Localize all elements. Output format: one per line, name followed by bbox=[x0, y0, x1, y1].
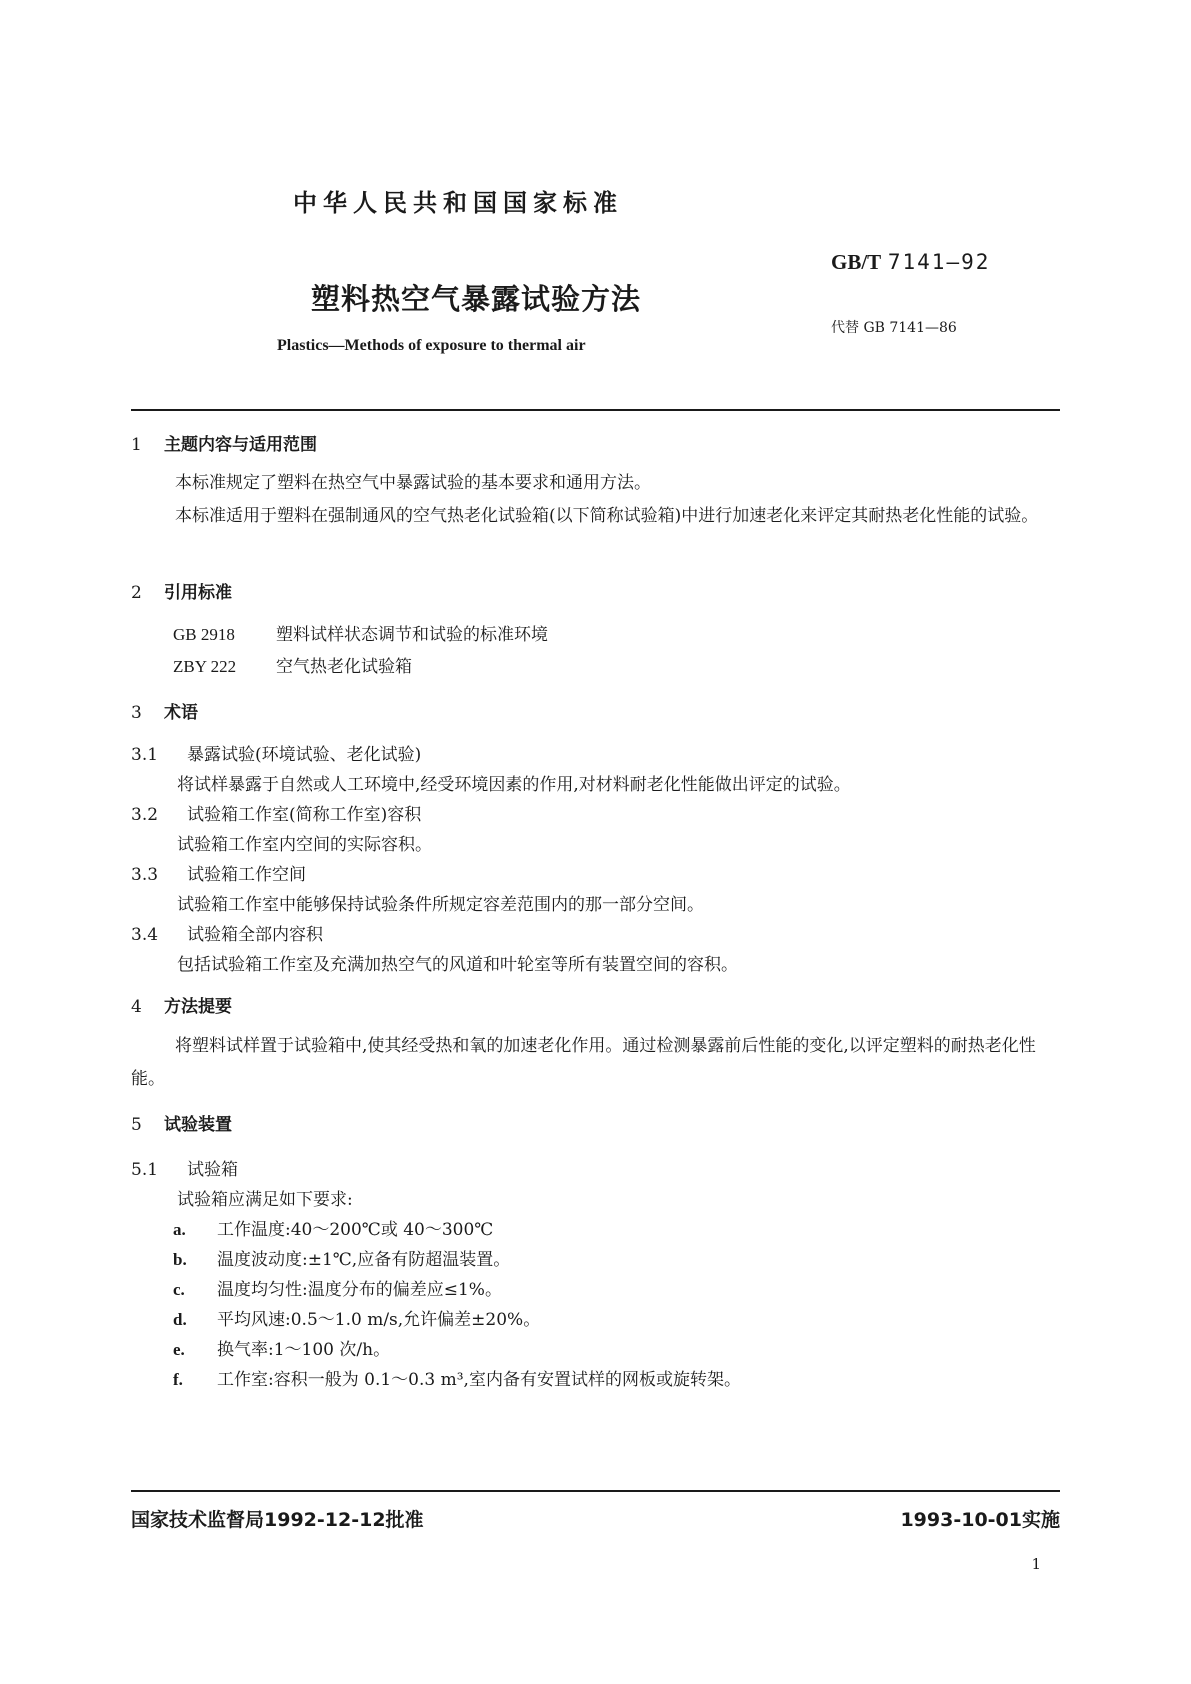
section-number: 1 bbox=[131, 435, 142, 455]
national-standard-heading: 中华人民共和国国家标准 bbox=[293, 189, 623, 217]
term-number: 3.4 bbox=[131, 925, 159, 945]
standard-code bbox=[831, 250, 990, 275]
term-definition: 将试样暴露于自然或人工环境中,经受环境因素的作用,对材料耐老化性能做出评定的试验。 bbox=[177, 775, 851, 795]
paragraph: 本标准适用于塑料在强制通风的空气热老化试验箱(以下简称试验箱)中进行加速老化来评定其耐热老化性能的试验。 bbox=[175, 506, 1039, 526]
section-3-heading bbox=[131, 698, 198, 723]
requirement-text: 平均风速:0.5～1.0 m/s,允许偏差±20%。 bbox=[217, 1310, 541, 1330]
term-item bbox=[131, 800, 421, 825]
section-number: 4 bbox=[131, 997, 142, 1017]
requirement-text: 工作温度:40～200℃或 40～300℃ bbox=[217, 1220, 494, 1240]
term-item bbox=[131, 860, 306, 885]
term-item bbox=[131, 740, 421, 765]
requirement-label: b. bbox=[173, 1250, 187, 1269]
section-title: 试验装置 bbox=[164, 1115, 232, 1135]
requirements-intro: 试验箱应满足如下要求: bbox=[177, 1190, 353, 1210]
paragraph: 本标准规定了塑料在热空气中暴露试验的基本要求和通用方法。 bbox=[175, 473, 651, 493]
section-number: 5 bbox=[131, 1115, 142, 1135]
section-title: 引用标准 bbox=[164, 583, 232, 603]
standard-code-number: 7141—92 bbox=[887, 250, 991, 274]
subsection-5-1 bbox=[131, 1155, 238, 1180]
requirement-text: 温度波动度:±1℃,应备有防超温装置。 bbox=[217, 1250, 511, 1270]
reference-code: ZBY 222 bbox=[173, 657, 237, 676]
section-title: 主题内容与适用范围 bbox=[164, 435, 317, 455]
reference-item bbox=[173, 652, 412, 677]
requirement-item bbox=[173, 1335, 390, 1360]
requirement-label: f. bbox=[173, 1370, 183, 1389]
term-name: 试验箱全部内容积 bbox=[187, 925, 323, 945]
page-number: 1 bbox=[1031, 1555, 1041, 1573]
requirement-item bbox=[173, 1365, 741, 1390]
requirement-item bbox=[173, 1275, 502, 1300]
requirement-label: e. bbox=[173, 1340, 185, 1359]
standard-code-prefix: GB/T bbox=[831, 250, 882, 274]
section-4-heading bbox=[131, 992, 232, 1017]
requirement-text: 工作室:容积一般为 0.1～0.3 m³,室内备有安置试样的网板或旋转架。 bbox=[217, 1370, 741, 1390]
requirement-label: a. bbox=[173, 1220, 186, 1239]
requirement-item bbox=[173, 1245, 510, 1270]
requirement-text: 温度均匀性:温度分布的偏差应≤1%。 bbox=[217, 1280, 502, 1300]
term-item bbox=[131, 920, 323, 945]
requirement-label: d. bbox=[173, 1310, 187, 1329]
requirement-label: c. bbox=[173, 1280, 185, 1299]
section-number: 2 bbox=[131, 583, 142, 603]
footer-divider bbox=[131, 1490, 1060, 1492]
replaces-note: 代替 GB 7141—86 bbox=[831, 320, 957, 336]
subsection-title: 试验箱 bbox=[187, 1160, 238, 1180]
term-definition: 试验箱工作室内空间的实际容积。 bbox=[177, 835, 432, 855]
subsection-number: 5.1 bbox=[131, 1160, 159, 1180]
document-title-cn: 塑料热空气暴露试验方法 bbox=[311, 282, 642, 316]
section-title: 术语 bbox=[164, 703, 198, 723]
paragraph: 将塑料试样置于试验箱中,使其经受热和氧的加速老化作用。通过检测暴露前后性能的变化,以评定塑料的耐热老化性能。 bbox=[131, 1036, 1036, 1089]
approval-note: 国家技术监督局1992-12-12批准 bbox=[131, 1509, 424, 1531]
section-5-heading bbox=[131, 1110, 232, 1135]
term-name: 暴露试验(环境试验、老化试验) bbox=[187, 745, 422, 765]
effective-date: 1993-10-01实施 bbox=[900, 1509, 1060, 1531]
section-2-heading bbox=[131, 578, 232, 603]
section-number: 3 bbox=[131, 703, 142, 723]
header-divider bbox=[131, 409, 1060, 411]
term-name: 试验箱工作室(简称工作室)容积 bbox=[187, 805, 422, 825]
document-title-en: Plastics—Methods of exposure to thermal air bbox=[277, 337, 586, 354]
requirement-text: 换气率:1～100 次/h。 bbox=[217, 1340, 391, 1360]
reference-text: 塑料试样状态调节和试验的标准环境 bbox=[276, 625, 548, 645]
reference-text: 空气热老化试验箱 bbox=[276, 657, 412, 677]
term-definition: 包括试验箱工作室及充满加热空气的风道和叶轮室等所有装置空间的容积。 bbox=[177, 955, 738, 975]
term-number: 3.2 bbox=[131, 805, 159, 825]
requirement-item bbox=[173, 1215, 493, 1240]
term-definition: 试验箱工作室中能够保持试验条件所规定容差范围内的那一部分空间。 bbox=[177, 895, 704, 915]
section-title: 方法提要 bbox=[164, 997, 232, 1017]
reference-item bbox=[173, 620, 548, 645]
reference-code: GB 2918 bbox=[173, 625, 235, 644]
term-number: 3.1 bbox=[131, 745, 159, 765]
term-name: 试验箱工作空间 bbox=[187, 865, 306, 885]
section-1-heading bbox=[131, 430, 317, 455]
requirement-item bbox=[173, 1305, 540, 1330]
term-number: 3.3 bbox=[131, 865, 159, 885]
